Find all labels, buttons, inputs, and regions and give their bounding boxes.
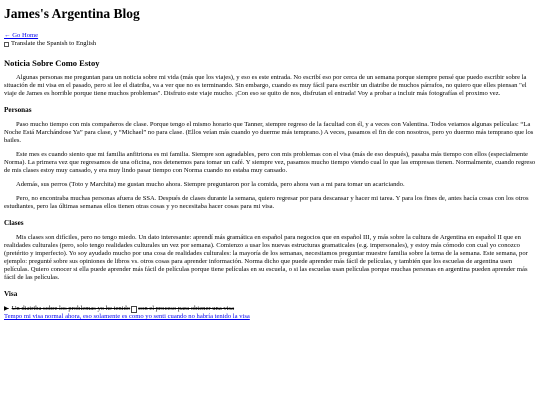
section-heading-clases: Clases xyxy=(4,219,24,227)
clases-paragraph-1: Mis clases son difíciles, pero no tengo miedo. Un dato interesante: aprendí más gramática en español para negocios que en español III, y más sobre la cultura de Argentina en español II que en realidades culturales (pero, solo tengo realidades culturales un vez por semana). Comienzo a usar los nuevas estructuras gramaticales (e.g. impersonales), y estoy más cómodo con cual yo conozco (pretérito y imperfecto). Yo soy ayudado mucho por una cosa de realidades culturales: la mayoría de los semanas, necesitamos preguntar muestre familia sobre la tema de la semana. Este semana, por ejemplo: pregunté sobre sus opiniones de libros vs. otros cosas para aprender información. Norma dicho que puede aprender más fácil de películas, y también que los escuelas de argentina usen películas. Quiero conocer si ella puede aprender más fácil de películas porque tiene películas en su escuela, o si las escuelas usan películas porque muchas personas en argentina pueden aprender más fácil de las películas. xyxy=(4,234,528,281)
personas-paragraph-4: Pero, no encontraba muchas personas afuera de SSA. Después de clases durante la semana, quiero regresar por para descansar y hacer mi tarea. Y para los fines de, antes hacía cosas con los otros estudiantes, pero las últimas semanas ellos tienen otras cosas y yo necesitaba hacer cosas para mi visa. xyxy=(4,195,529,210)
translate-toggle-row[interactable] xyxy=(4,40,536,48)
section-heading-personas: Personas xyxy=(4,106,32,114)
personas-paragraph-3: Además, sus perros (Toto y Marchita) me gustan mucho ahora. Siempre preguntaron por la comida, pero ahora van a mi para tomar un acariciando. xyxy=(16,181,405,188)
post-title: Noticia Sobre Como Estoy xyxy=(4,58,100,68)
translate-checkbox[interactable] xyxy=(4,42,9,47)
go-home-link[interactable]: ← Go Home xyxy=(4,32,39,39)
intro-paragraph: Algunas personas me preguntan para un noticia sobre mi vida (más que los viajes), y eso es este entrada. No escribí eso por cerca de un semana porque siempre pensé que puedo escribir sobre la situación de mi visa en el pasado, pero si lee el diatriba, va a ver que no es terminando. Sin embargo, cuando es muy fácil para escribir un diatribe de muchos párrafos, no quiero que elles piensan "el viaje de James es horrible porque tiene muchos problemas". Disfruto este viaje mucho. ¡Con eso se quito de nos, disfrutan el entrada! Voy a probar a incluir más fotografías el proximo vez. xyxy=(4,74,527,97)
section-heading-visa: Visa xyxy=(4,290,18,298)
visa-rant-text-before: Un diatriba sobre los problemas yo he tenido xyxy=(11,305,131,312)
personas-paragraph-1: Paso mucho tiempo con mis compañeros de clase. Porque tengo el mismo horario que Tanner, siempre regreso de la facultad con él, y a veces con Valentina. Todos veiamos algunas películas: “La Noche Está Marchándose Ya” para clase, y “Michael” no para clase. (Ellos veían más cuando yo duerme más temprano.) A veces, pasamos el fin de con nosotros, pero yo duermo más temprano que los bailes. xyxy=(4,121,534,144)
visa-summary-link[interactable]: Tempo mi visa normal ahora, eso solamente es como yo senti cuando no habría tenido la visa xyxy=(4,313,250,320)
visa-rant-toggle[interactable] xyxy=(4,305,536,313)
translate-label: Translate the Spanish to English xyxy=(11,40,97,47)
personas-paragraph-2: Este mes es cuando siento que mi familia anfitriona es mi familia. Siempre son agradables, pero con mis problemas con el visa (más de eso después), pasaba más tiempo con ellos (especialmente Norma). La primera vez que regresamos de una oficina, nos detenemos para tomar un café. Y siempre vez, pasamos mucho tiempo viendo cual lo que las empresas tienen. Normalmente, cuando regreso de mis clases estoy muy cansado, y era muy lindo pasar tiempo con Norma cuando no estaba muy cansado. xyxy=(4,151,536,174)
visa-rant-text-after: con el proceso para obtener una visa xyxy=(138,305,235,312)
blog-title: James's Argentina Blog xyxy=(4,6,140,21)
expand-arrow-icon[interactable]: ▶ xyxy=(4,306,9,312)
missing-glyph-icon xyxy=(131,306,137,313)
